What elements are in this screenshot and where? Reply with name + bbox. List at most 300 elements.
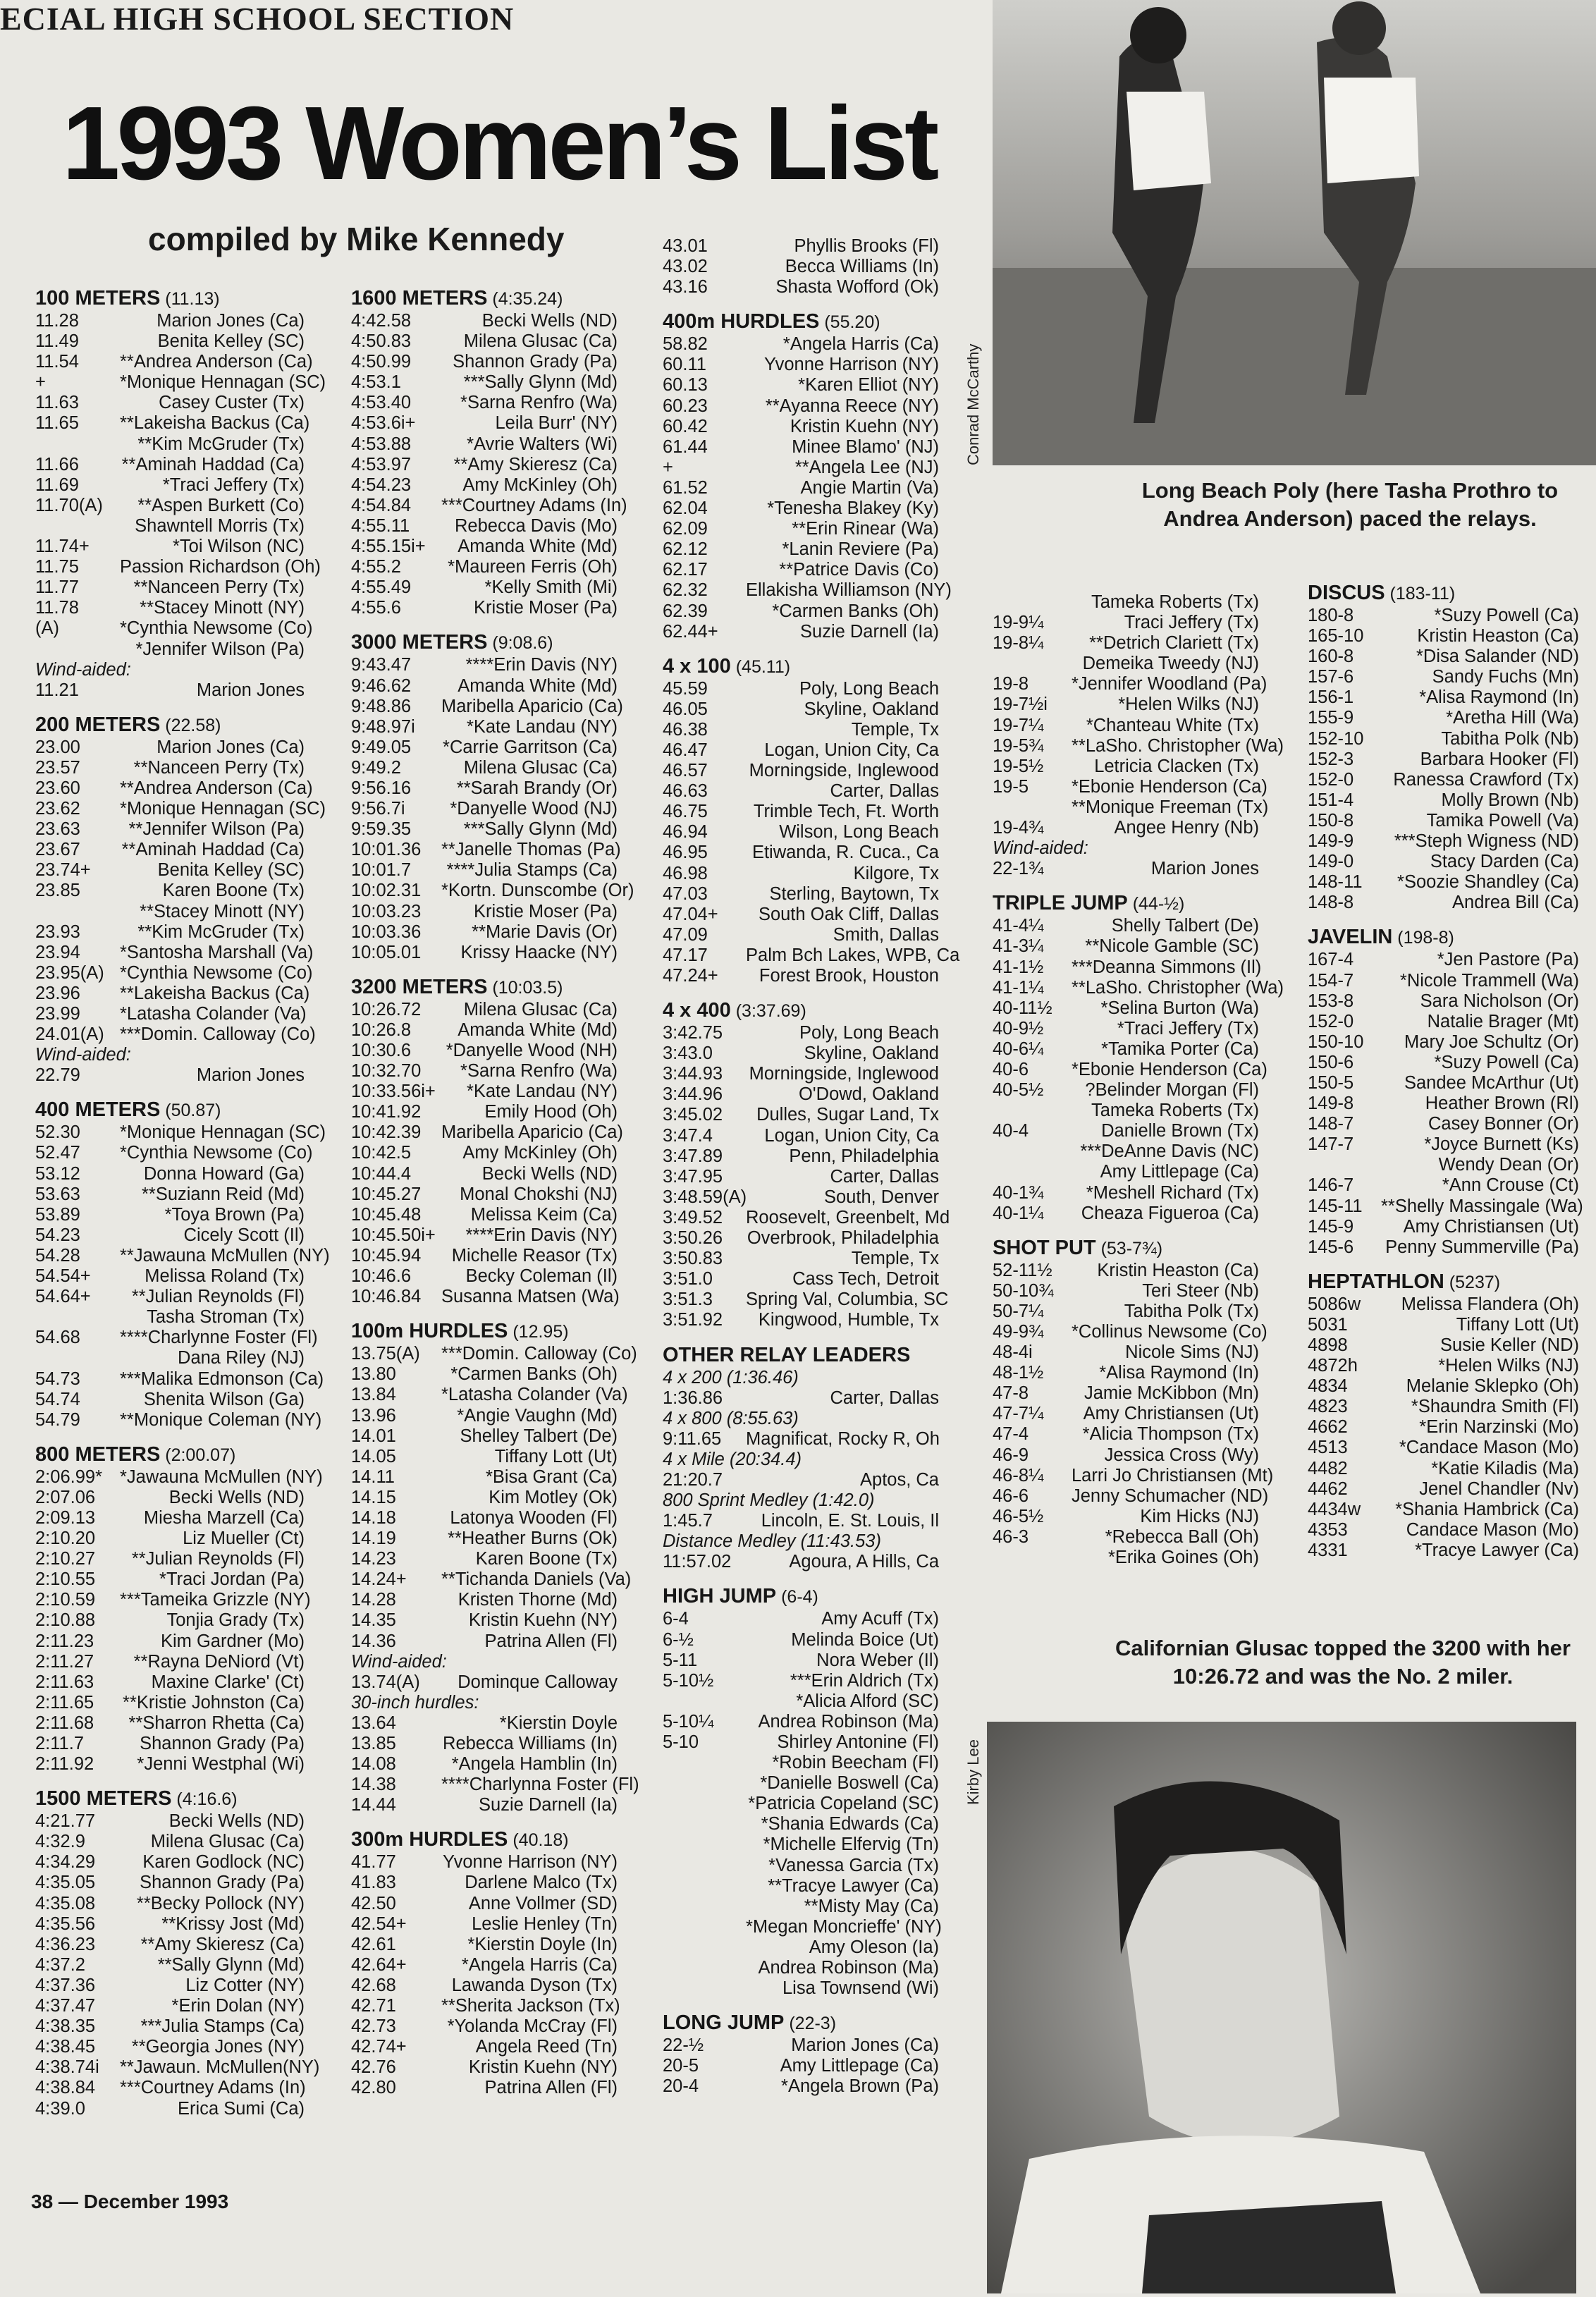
result-row	[993, 1527, 1259, 1548]
result-mark: 14.15	[351, 1487, 396, 1507]
result-mark: 4:53.40	[351, 393, 412, 413]
athlete-name: Jenel Chandler (Nv)	[1419, 1478, 1579, 1499]
event-standard: (4:35.24)	[487, 289, 563, 309]
result-row	[351, 922, 618, 943]
result-mark: 11.21	[35, 680, 79, 700]
result-row	[663, 1732, 939, 1753]
result-row	[35, 557, 321, 577]
result-row	[35, 577, 305, 598]
result-row	[1308, 1114, 1579, 1134]
result-row	[351, 1775, 639, 1795]
result-mark: 4:54.84	[351, 495, 412, 515]
photo-caption-bottom: Californian Glusac topped the 3200 with her 10:26.72 and was the No. 2 miler.	[1115, 1636, 1571, 1689]
athlete-name: Kingwood, Humble, Tx	[758, 1310, 939, 1330]
athlete-name: Casey Custer (Tx)	[159, 393, 305, 413]
athlete-name: Amy Oleson (Ia)	[809, 1937, 939, 1957]
result-row	[35, 1143, 313, 1163]
result-mark	[993, 1141, 1072, 1162]
result-row	[35, 2037, 305, 2057]
result-row	[1308, 1315, 1579, 1335]
result-mark: 19-4¾	[993, 818, 1044, 838]
result-row	[35, 1205, 305, 1225]
result-row	[993, 1019, 1259, 1039]
athlete-name: Kim Hicks (NJ)	[1140, 1506, 1259, 1526]
athlete-name: *Angela Brown (Pa)	[781, 2076, 939, 2097]
sub-heading: 4 x 800 (8:55.63)	[663, 1408, 799, 1428]
result-mark: 42.54+	[351, 1913, 407, 1934]
result-mark: 3:48.59(A)	[663, 1187, 747, 1207]
result-mark: 22.79	[35, 1065, 80, 1086]
result-row	[663, 417, 939, 437]
result-row	[35, 516, 305, 537]
athlete-name: *Angela Harris (Ca)	[782, 334, 939, 355]
result-mark: 3:42.75	[663, 1023, 723, 1043]
result-mark: 60.23	[663, 396, 708, 416]
event-title: LONG JUMP	[663, 2011, 785, 2035]
athlete-name: **Sally Glynn (Md)	[157, 1954, 305, 1975]
athlete-name: Tabitha Polk (Nb)	[1441, 728, 1579, 749]
result-row	[663, 1773, 939, 1794]
athlete-name: Tonjia Grady (Tx)	[166, 1610, 305, 1631]
athlete-name: Amy McKinley (Oh)	[462, 474, 618, 495]
result-row	[663, 1043, 939, 1064]
result-row	[993, 1404, 1259, 1424]
athlete-name: Karen Godlock (NC)	[142, 1852, 305, 1873]
result-mark: 9:56.16	[351, 778, 412, 798]
athlete-name: *Lanin Reviere (Pa)	[782, 539, 939, 560]
athlete-name: *Latasha Colander (Va)	[120, 1004, 307, 1024]
athlete-name: **Suziann Reid (Md)	[141, 1184, 305, 1204]
result-row	[35, 1225, 305, 1246]
athlete-name: Morningside, Inglewood	[749, 761, 939, 781]
result-mark: 50-10¾	[993, 1280, 1054, 1301]
athlete-name: Anne Vollmer (SD)	[468, 1893, 618, 1913]
result-row	[35, 1976, 305, 1996]
athlete-name: Amy Christiansen (Ut)	[1403, 1216, 1579, 1237]
athlete-name: **Janelle Thomas (Pa)	[441, 840, 621, 860]
result-row	[993, 735, 1284, 757]
athlete-name: *Nicole Trammell (Wa)	[1399, 970, 1579, 991]
result-mark: 14.24+	[351, 1569, 407, 1590]
athlete-name: Natalie Brager (Mt)	[1427, 1011, 1579, 1031]
event-standard: (6-4)	[776, 1587, 818, 1607]
result-row	[351, 1246, 618, 1266]
event-standard: (2:00.07)	[160, 1445, 236, 1465]
athlete-name: Smith, Dallas	[833, 924, 939, 945]
event-title: 800 METERS	[35, 1442, 161, 1466]
athlete-name: *Alisa Raymond (In)	[1099, 1363, 1259, 1383]
athlete-name: Erica Sumi (Ca)	[178, 2098, 305, 2119]
result-mark	[663, 1814, 746, 1834]
athlete-name: Milena Glusac (Ca)	[150, 1832, 305, 1852]
athlete-name: **Aspen Burkett (Co)	[137, 495, 305, 515]
result-row	[993, 1080, 1259, 1101]
result-row	[993, 716, 1259, 736]
athlete-name: *Traci Jeffery (Tx)	[162, 474, 305, 495]
result-mark: 6-4	[663, 1609, 689, 1629]
athlete-name: *Karen Elliot (NY)	[798, 375, 939, 396]
result-mark: 154-7	[1308, 970, 1354, 991]
result-mark: 3:45.02	[663, 1105, 723, 1125]
result-row	[35, 413, 310, 434]
result-mark: 47.04+	[663, 904, 718, 924]
result-row	[993, 1301, 1259, 1322]
athlete-name: *Sarna Renfro (Wa)	[460, 1061, 618, 1082]
result-row	[351, 860, 618, 881]
result-mark: 52.30	[35, 1122, 80, 1143]
result-mark: 4:35.08	[35, 1893, 96, 1913]
athlete-name: ?Belinder Morgan (Fl)	[1085, 1080, 1259, 1101]
photo-credit-top: Conrad McCarthy	[964, 343, 982, 465]
result-mark: 23.57	[35, 757, 80, 778]
athlete-name: **Ayanna Reece (NY)	[765, 396, 939, 416]
result-mark: 4434w	[1308, 1499, 1361, 1519]
result-row	[663, 1650, 939, 1671]
result-mark: 4:37.36	[35, 1975, 96, 1995]
result-row	[663, 1897, 939, 1917]
athlete-name: ***Domin. Calloway (Co)	[441, 1344, 637, 1364]
result-row	[35, 1348, 305, 1368]
result-row	[663, 1084, 939, 1105]
result-mark: 1:45.7	[663, 1511, 713, 1531]
sub-heading: 30-inch hurdles:	[351, 1692, 479, 1713]
result-row	[663, 1064, 939, 1084]
result-row	[351, 393, 618, 413]
result-mark: 2:06.99*	[35, 1466, 103, 1487]
result-mark: 149-8	[1308, 1094, 1354, 1114]
athlete-name: Traci Jeffery (Tx)	[1124, 613, 1259, 633]
athlete-name: *Selina Burton (Wa)	[1100, 998, 1259, 1018]
athlete-name: *Danielle Boswell (Ca)	[760, 1773, 939, 1794]
athlete-name: *Meshell Richard (Tx)	[1086, 1182, 1259, 1203]
result-mark: 14.05	[351, 1446, 396, 1466]
athlete-name: Jamie McKibbon (Mn)	[1084, 1383, 1259, 1404]
result-mark: 23.85	[35, 881, 80, 901]
result-row	[663, 334, 939, 355]
result-mark: 3:49.52	[663, 1207, 723, 1227]
athlete-name: *Shania Hambrick (Ca)	[1395, 1499, 1579, 1519]
athlete-name: *Bisa Grant (Ca)	[485, 1466, 618, 1487]
result-mark: 150-10	[1308, 1031, 1364, 1052]
result-row	[1308, 1073, 1579, 1094]
result-mark: 40-4	[993, 1121, 1029, 1141]
athlete-name: Sandy Fuchs (Mn)	[1432, 667, 1579, 687]
athlete-name: Passion Richardson (Oh)	[120, 557, 321, 577]
athlete-name: Krissy Haacke (NY)	[460, 942, 618, 962]
result-row	[35, 1873, 305, 1893]
athlete-name: **Jawauna McMullen (NY)	[120, 1245, 330, 1266]
result-mark: 13.80	[351, 1364, 396, 1385]
event-title: 200 METERS	[35, 713, 161, 736]
result-mark: 180-8	[1308, 606, 1354, 625]
result-row	[351, 1205, 618, 1225]
result-mark: 23.67	[35, 840, 80, 860]
sub-heading: 4 x 200 (1:36.46)	[663, 1367, 799, 1388]
result-row	[663, 699, 939, 720]
athlete-name: *Vanessa Garcia (Tx)	[768, 1855, 939, 1875]
result-row	[1308, 1356, 1579, 1376]
result-row	[351, 455, 618, 475]
result-mark: 150-8	[1308, 810, 1354, 831]
athlete-name: ***Courtney Adams (In)	[441, 495, 627, 515]
event-title: 400m HURDLES	[663, 310, 820, 333]
athlete-name: Kristie Moser (Pa)	[473, 901, 618, 921]
result-mark: 10:33.56i+	[351, 1082, 436, 1102]
result-mark: 43.02	[663, 257, 708, 277]
result-mark: 47-7¼	[993, 1404, 1044, 1424]
athlete-name: Amanda White (Md)	[458, 1019, 618, 1040]
athlete-name: *Ebonie Henderson (Ca)	[1072, 1059, 1267, 1079]
athlete-name: **Sherita Jackson (Tx)	[441, 1996, 620, 2016]
result-mark: 9:49.2	[351, 757, 401, 778]
result-row	[35, 311, 305, 331]
result-row	[663, 2035, 939, 2056]
result-row	[663, 925, 939, 945]
result-row	[35, 496, 305, 516]
result-mark: 2:10.88	[35, 1610, 96, 1631]
result-row	[663, 1978, 939, 1999]
result-mark: 2:07.06	[35, 1487, 96, 1507]
athlete-name: **Nanceen Perry (Tx)	[133, 577, 305, 598]
result-mark	[663, 1917, 746, 1937]
result-mark: 156-1	[1308, 687, 1354, 708]
result-row	[35, 902, 305, 922]
result-mark	[35, 1348, 120, 1368]
result-mark: 160-8	[1308, 647, 1354, 667]
result-row	[35, 1184, 305, 1205]
result-mark: +	[35, 372, 46, 393]
result-row	[663, 1249, 939, 1269]
result-mark: 4:38.35	[35, 2016, 96, 2037]
athlete-name: *Angela Harris (Ca)	[461, 1954, 618, 1975]
result-mark: 3:47.4	[663, 1125, 713, 1146]
result-row	[351, 495, 627, 516]
result-row	[663, 1691, 939, 1712]
athlete-name: Barbara Hooker (Fl)	[1420, 749, 1579, 769]
result-mark: 11.54	[35, 352, 79, 372]
athlete-name: Danielle Brown (Tx)	[1101, 1121, 1259, 1141]
result-row	[351, 1164, 618, 1184]
result-mark: 4:53.6i+	[351, 413, 416, 434]
result-row	[663, 1876, 939, 1897]
athlete-name: Marion Jones	[196, 680, 305, 700]
result-row	[35, 1368, 324, 1390]
athlete-name: Leslie Henley (Tn)	[472, 1913, 618, 1934]
result-row	[35, 1024, 316, 1045]
result-mark	[663, 1876, 746, 1897]
result-mark: 2:11.65	[35, 1692, 94, 1713]
result-mark: 4:38.74i	[35, 2057, 99, 2078]
athlete-name: Darlene Malco (Tx)	[465, 1873, 618, 1893]
results-column-3	[663, 236, 960, 2097]
result-mark: 4898	[1308, 1335, 1348, 1355]
athlete-name: Kristin Heaston (Ca)	[1097, 1260, 1259, 1280]
athlete-name: Andrea Robinson (Ma)	[758, 1711, 939, 1732]
result-mark	[35, 639, 120, 660]
result-row	[1308, 1237, 1579, 1258]
event-header	[35, 286, 305, 311]
results-column-2	[351, 286, 639, 2099]
athlete-name: Rebecca Davis (Mo)	[455, 515, 618, 536]
athlete-name: Ellakisha Williamson (NY)	[746, 580, 952, 601]
athlete-name: **Georgia Jones (NY)	[131, 2037, 305, 2057]
result-row	[35, 1590, 311, 1610]
result-mark: 150-6	[1308, 1052, 1354, 1072]
result-row	[35, 1914, 305, 1935]
result-mark: 3:44.96	[663, 1084, 723, 1105]
athlete-name: **Erin Rinear (Wa)	[792, 519, 939, 539]
event-header	[35, 1442, 305, 1467]
result-mark: 150-5	[1308, 1072, 1354, 1093]
athlete-name: Shenita Wilson (Ga)	[143, 1389, 305, 1409]
athlete-name: Liz Cotter (NY)	[185, 1975, 305, 1995]
result-mark: 3:47.89	[663, 1146, 723, 1166]
event-header	[1308, 580, 1579, 606]
athlete-name: Shawntell Morris (Tx)	[135, 515, 305, 536]
athlete-name: Liz Mueller (Ct)	[183, 1529, 305, 1549]
athlete-name: *Alicia Alford (SC)	[796, 1691, 939, 1711]
result-row	[1308, 811, 1579, 831]
athlete-name: **Rayna DeNiord (Vt)	[133, 1651, 305, 1672]
result-row	[663, 1167, 939, 1187]
athlete-name: Jenny Schumacher (ND)	[1072, 1486, 1269, 1506]
athlete-name: Shasta Wofford (Ok)	[775, 277, 939, 298]
result-mark: 47-4	[993, 1424, 1029, 1445]
athlete-name: Amy Littlepage (Ca)	[1100, 1162, 1259, 1182]
athlete-name: **Stacey Minott (NY)	[140, 901, 305, 921]
athlete-name: *Toya Brown (Pa)	[164, 1204, 305, 1225]
athlete-name: **Krissy Jost (Md)	[161, 1913, 305, 1934]
result-row	[663, 781, 939, 802]
athlete-name: South, Denver	[823, 1187, 939, 1207]
page-title: 1993 Women’s List	[62, 85, 936, 202]
result-mark: 42.71	[351, 1996, 396, 2016]
result-mark: 13.84	[351, 1385, 396, 1405]
result-mark: 49-9¾	[993, 1322, 1044, 1342]
result-row	[351, 331, 618, 352]
athlete-name: **Tichanda Daniels (Va)	[441, 1569, 632, 1590]
result-row	[35, 1004, 305, 1024]
result-row	[35, 1955, 305, 1976]
athlete-name: Tiffany Lott (Ut)	[494, 1446, 618, 1466]
result-row	[351, 516, 618, 537]
result-row	[35, 1549, 305, 1569]
athlete-name: Penny Summerville (Pa)	[1385, 1237, 1579, 1257]
athlete-name: **Jennifer Wilson (Pa)	[128, 819, 305, 840]
result-mark: 4834	[1308, 1376, 1348, 1397]
event-standard: (9:08.6)	[487, 633, 553, 654]
result-row	[35, 434, 305, 455]
result-row	[351, 655, 618, 675]
athlete-name: Becki Wells (ND)	[168, 1811, 305, 1832]
result-row	[35, 881, 305, 901]
result-mark: 6-½	[663, 1629, 694, 1650]
result-row	[351, 2057, 618, 2078]
result-row	[1308, 1053, 1579, 1073]
athlete-name: Dulles, Sugar Land, Tx	[756, 1105, 939, 1125]
athlete-name: Leila Burr' (NY)	[495, 413, 618, 434]
result-mark: 40-1¾	[993, 1182, 1044, 1203]
athlete-name: *Carmen Banks (Oh)	[450, 1364, 618, 1385]
athlete-name: Yvonne Harrison (NY)	[442, 1852, 618, 1873]
result-mark: 14.36	[351, 1631, 396, 1651]
event-standard: (40.18)	[508, 1830, 569, 1851]
result-mark: 23.00	[35, 737, 80, 757]
result-mark: 4:36.23	[35, 1934, 96, 1954]
result-mark: 4:38.84	[35, 2078, 96, 2098]
athlete-name: Trimble Tech, Ft. Worth	[753, 802, 939, 822]
result-row	[1308, 1155, 1579, 1175]
result-mark: 4513	[1308, 1438, 1348, 1458]
result-row	[35, 799, 326, 819]
athlete-name: **Kristie Johnston (Ca)	[123, 1692, 305, 1713]
athlete-name: ****Charlynne Foster (Fl)	[120, 1328, 318, 1348]
result-row	[35, 1832, 305, 1852]
result-row	[35, 1652, 305, 1672]
athlete-name: *Suzy Powell (Ca)	[1434, 1052, 1579, 1072]
result-row	[351, 1914, 618, 1935]
result-mark: 11.28	[35, 311, 79, 331]
athlete-name: *Yolanda McCray (Fl)	[447, 2016, 618, 2037]
athlete-name: Poly, Long Beach	[799, 678, 939, 699]
result-mark: 149-0	[1308, 852, 1354, 872]
result-mark: 47.24+	[663, 966, 718, 986]
result-mark: 11.69	[35, 474, 79, 495]
athlete-name: *Helen Wilks (NJ)	[1118, 694, 1259, 715]
result-row	[351, 1795, 618, 1815]
result-mark: 4462	[1308, 1478, 1348, 1499]
result-row	[351, 1549, 618, 1569]
result-mark: 9:11.65	[663, 1428, 722, 1449]
athlete-name: Tameka Roberts (Tx)	[1091, 1101, 1259, 1121]
athlete-name: Angela Reed (Tn)	[475, 2037, 618, 2057]
event-header	[663, 1342, 939, 1368]
result-mark: 14.11	[351, 1466, 395, 1487]
athlete-name: Larri Jo Christiansen (Mt)	[1072, 1465, 1274, 1486]
athlete-name: **Lakeisha Backus (Ca)	[120, 413, 310, 434]
athlete-name: Carter, Dallas	[830, 1166, 939, 1187]
athlete-name: *Cynthia Newsome (Co)	[120, 962, 313, 983]
result-row	[35, 1164, 305, 1184]
result-row	[1308, 1175, 1579, 1196]
athlete-name: *Monique Hennagan (SC)	[120, 799, 326, 819]
athlete-name: *Soozie Shandley (Ca)	[1397, 872, 1579, 893]
result-mark: 11.70(A)	[35, 495, 103, 515]
athlete-name: Marion Jones (Ca)	[156, 737, 305, 757]
result-mark: 2:10.20	[35, 1529, 96, 1549]
result-mark: 10:42.5	[351, 1143, 412, 1163]
athlete-name: Dominque Calloway	[458, 1672, 618, 1692]
event-title: 3200 METERS	[351, 975, 488, 998]
result-row	[663, 1552, 939, 1572]
result-row	[993, 654, 1259, 674]
results-column-1	[35, 286, 330, 2119]
result-row	[35, 455, 305, 475]
result-row	[1308, 606, 1579, 626]
result-row	[663, 1712, 939, 1732]
result-mark: 11.77	[35, 577, 79, 598]
result-row	[993, 1059, 1267, 1080]
result-mark: 10:03.36	[351, 921, 422, 942]
result-mark: 54.73	[35, 1368, 80, 1389]
result-row	[663, 761, 939, 781]
athlete-name: *Avrie Walters (Wi)	[467, 434, 618, 454]
result-row	[35, 1065, 305, 1086]
result-row	[663, 864, 939, 884]
athlete-name: **Julian Reynolds (Fl)	[131, 1549, 305, 1569]
athlete-name: *Joyce Burnett (Ks)	[1424, 1134, 1579, 1155]
result-row	[35, 393, 305, 413]
